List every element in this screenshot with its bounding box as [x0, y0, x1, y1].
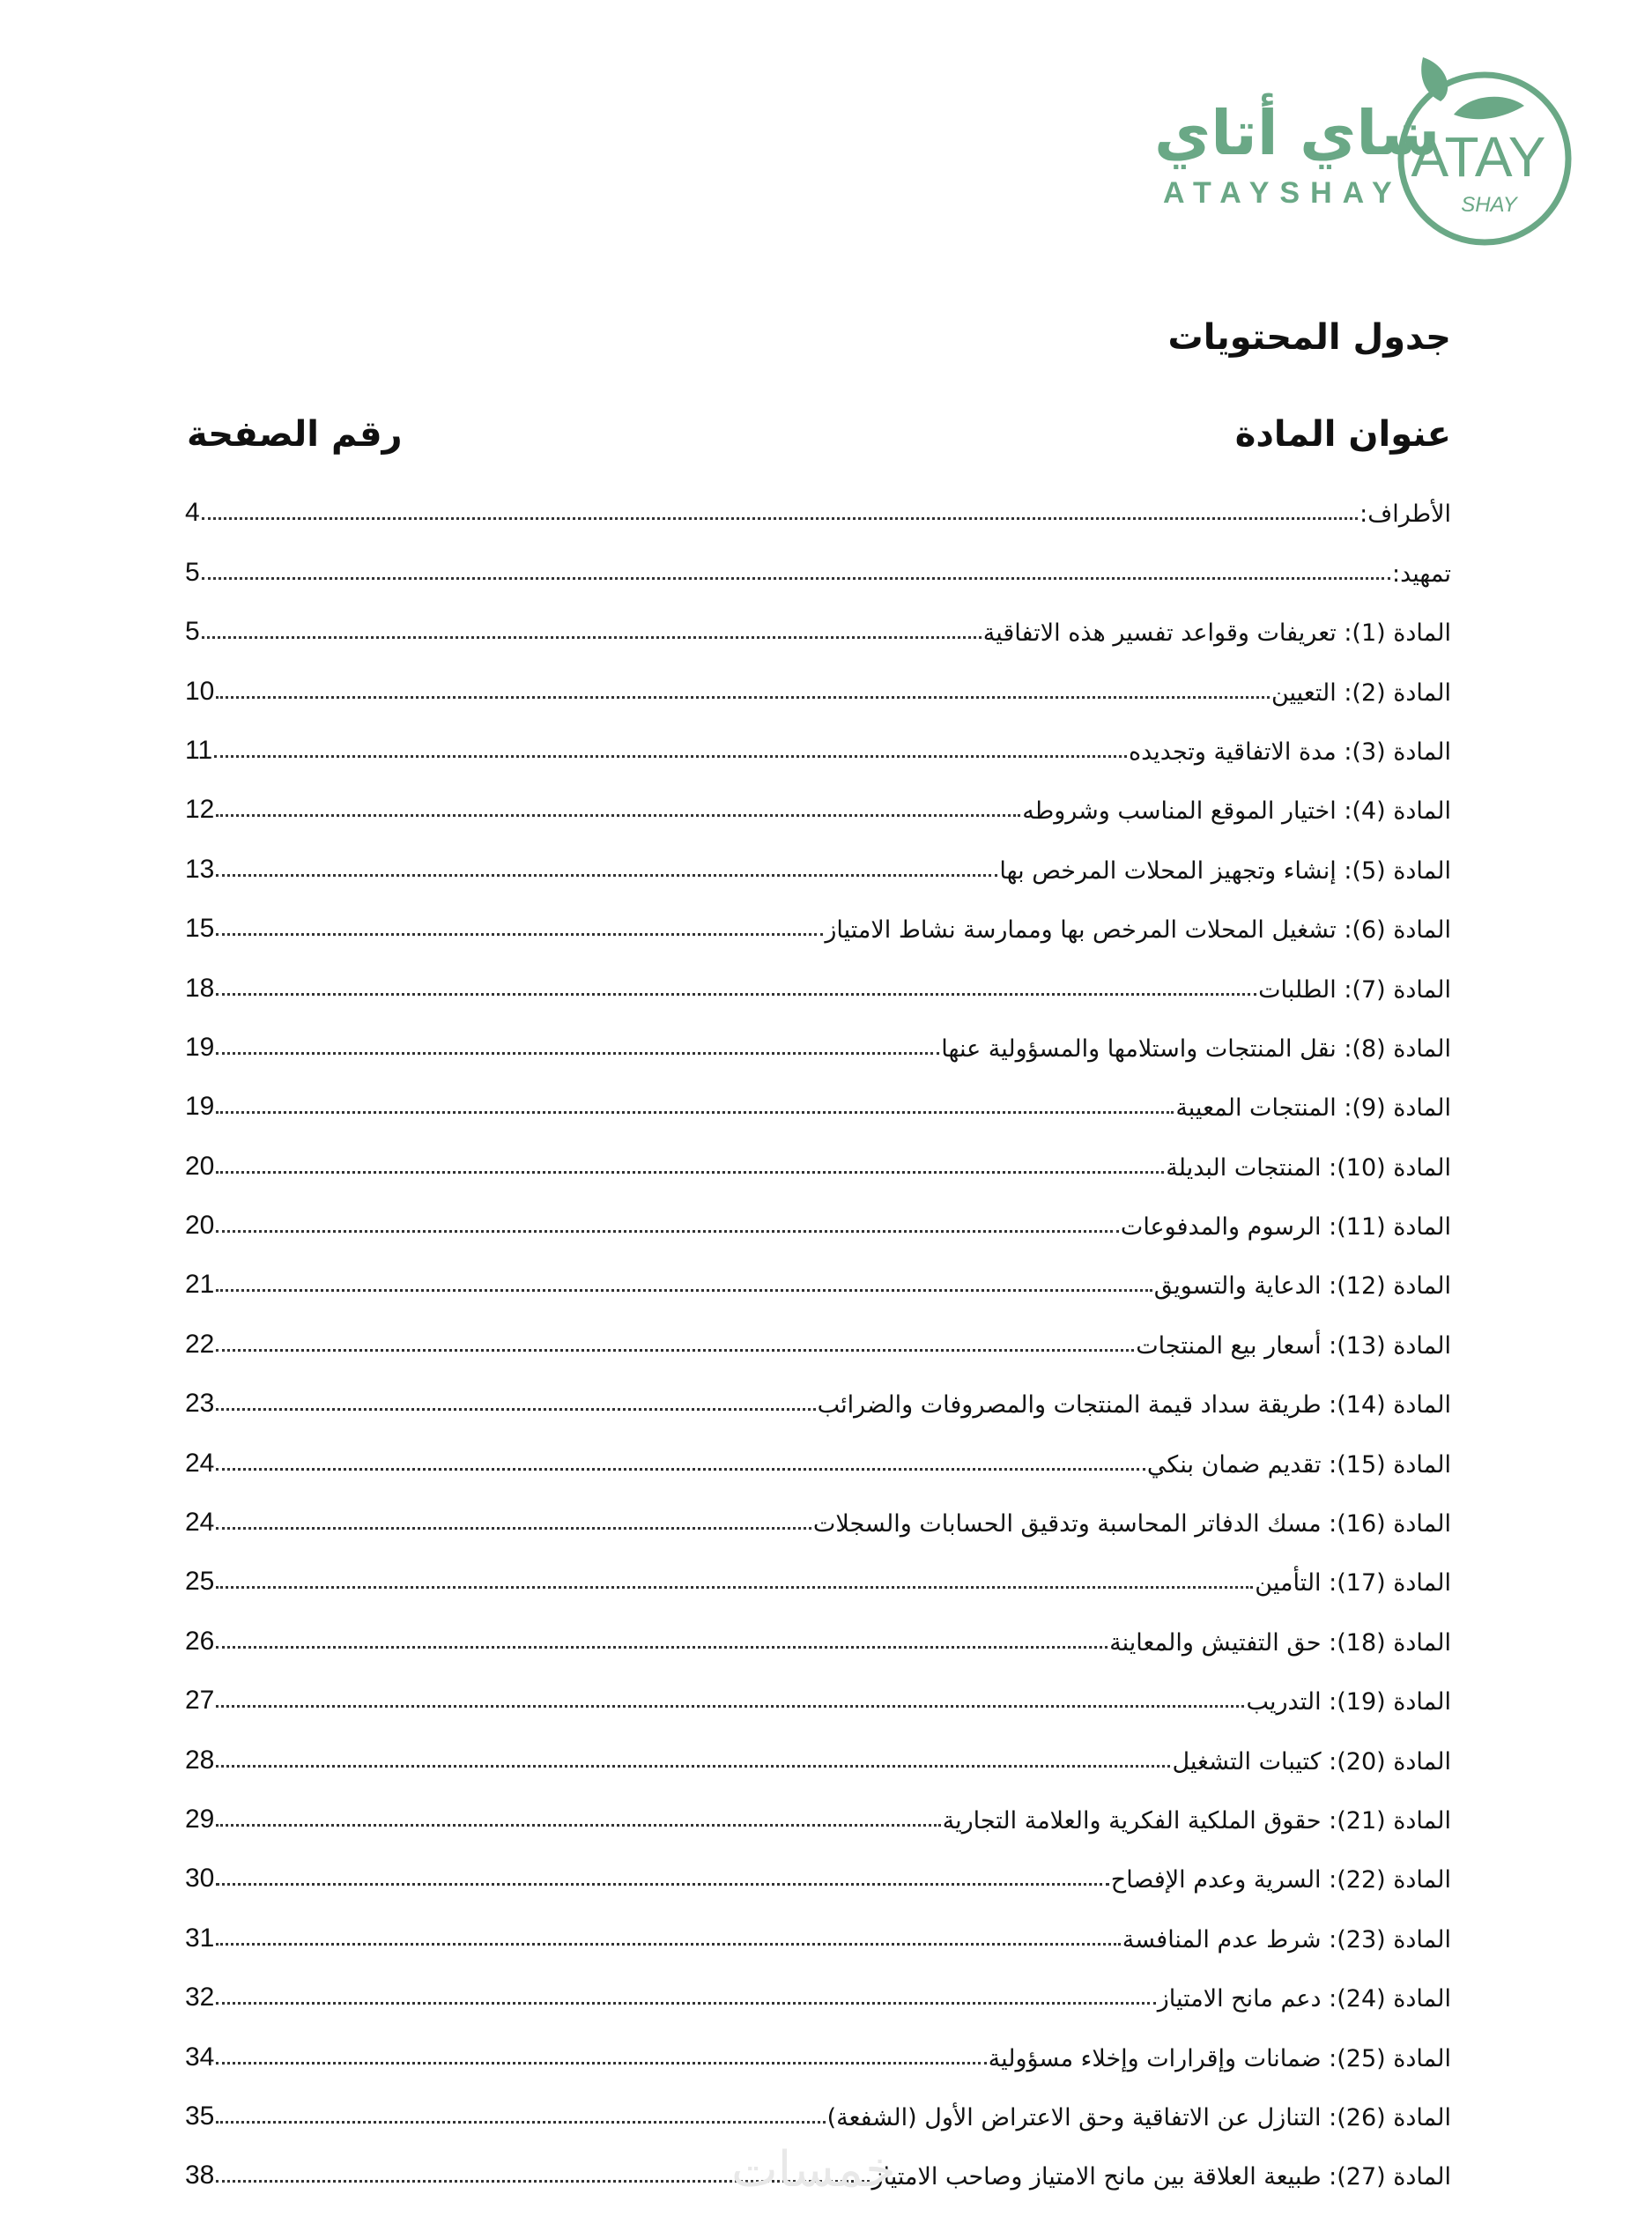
toc-entry-page: 25	[185, 1567, 215, 1597]
svg-text:SHAY: SHAY	[1461, 193, 1517, 217]
toc-entry-page: 5	[185, 617, 200, 647]
toc-entry[interactable]	[185, 1894, 1451, 1953]
toc-entry-title: المادة (2): التعيين	[1270, 678, 1451, 707]
column-header-article-title: عنوان المادة	[1234, 414, 1451, 455]
toc-entry-title: المادة (1): تعريفات وقواعد تفسير هذه الاتفاقية	[982, 619, 1451, 648]
dot-leader	[216, 1408, 815, 1411]
toc-entry-title: المادة (5): إنشاء وتجهيز المحلات المرخص بها	[999, 856, 1451, 885]
toc-entry[interactable]	[185, 1538, 1451, 1597]
toc-entry-page: 28	[185, 1745, 215, 1775]
toc-entry-page: 30	[185, 1864, 215, 1894]
toc-entry-title: المادة (9): المنتجات المعيبة	[1175, 1094, 1451, 1123]
toc-entry[interactable]	[185, 1716, 1451, 1775]
toc-entry-title: المادة (25): ضمانات وإقرارات وإخلاء مسؤولية	[988, 2044, 1451, 2072]
dot-leader	[216, 1943, 1120, 1946]
toc-entry-page: 31	[185, 1923, 215, 1953]
toc-entry-title: المادة (23): شرط عدم المنافسة	[1122, 1925, 1451, 1953]
toc-entry-title: المادة (26): التنازل عن الاتفاقية وحق الاعتراض الأول (الشفعة)	[826, 2103, 1451, 2131]
dot-leader	[216, 1230, 1119, 1233]
dot-leader	[216, 1289, 1152, 1292]
dot-leader	[216, 1111, 1174, 1114]
toc-entry[interactable]	[185, 885, 1451, 944]
dot-leader	[216, 1705, 1244, 1708]
toc-entry-page: 18	[185, 973, 215, 1003]
dot-leader	[216, 874, 997, 877]
toc-entry-title: المادة (19): التدريب	[1246, 1688, 1451, 1716]
toc-entry[interactable]	[185, 766, 1451, 825]
toc-entry-title: المادة (8): نقل المنتجات واستلامها والمسؤولية عنها	[941, 1034, 1451, 1063]
toc-entry-page: 19	[185, 1092, 215, 1122]
toc-entry-title: المادة (24): دعم مانح الامتياز	[1157, 1985, 1451, 2013]
dot-leader	[216, 993, 1256, 996]
dot-leader	[216, 1646, 1108, 1649]
toc-entry-title: المادة (13): أسعار بيع المنتجات	[1136, 1331, 1451, 1360]
toc-entry[interactable]	[185, 1479, 1451, 1538]
toc-entry[interactable]	[185, 1597, 1451, 1656]
dot-leader	[216, 1171, 1164, 1174]
toc-entry[interactable]	[185, 1063, 1451, 1122]
toc-entry-title: المادة (6): تشغيل المحلات المرخص بها وممارسة نشاط الامتياز	[825, 916, 1451, 945]
toc-entry[interactable]	[185, 528, 1451, 587]
toc-entry-page: 20	[185, 1151, 215, 1181]
toc-entry-page: 15	[185, 914, 215, 944]
toc-entry-page: 21	[185, 1270, 215, 1300]
dot-leader	[216, 1349, 1134, 1352]
toc-entry-page: 32	[185, 1983, 215, 2013]
toc-entry-title: المادة (18): حق التفتيش والمعاينة	[1109, 1628, 1451, 1657]
logo-arabic-text: شاي أتاي	[1154, 97, 1441, 169]
toc-entry-title: المادة (7): الطلبات	[1258, 975, 1451, 1004]
table-of-contents	[185, 469, 1451, 2191]
page-title: جدول المحتويات	[1167, 317, 1451, 358]
toc-entry-page: 24	[185, 1448, 215, 1478]
toc-entry-page: 22	[185, 1329, 215, 1359]
dot-leader	[216, 1052, 939, 1055]
dot-leader	[216, 1586, 1253, 1589]
toc-entry-page: 20	[185, 1211, 215, 1241]
dot-leader	[216, 2062, 986, 2065]
toc-entry[interactable]	[185, 469, 1451, 528]
toc-entry[interactable]	[185, 1122, 1451, 1181]
toc-entry-page: 23	[185, 1389, 215, 1419]
toc-entry-title: المادة (27): طبيعة العلاقة بين مانح الامتياز وصاحب الامتياز	[871, 2163, 1451, 2191]
watermark: خمسات	[731, 2141, 896, 2198]
toc-entry-page: 34	[185, 2042, 215, 2072]
toc-entry[interactable]	[185, 2013, 1451, 2072]
toc-entry-title: المادة (20): كتيبات التشغيل	[1172, 1747, 1451, 1775]
toc-entry[interactable]	[185, 1775, 1451, 1835]
toc-entry-title: المادة (17): التأمين	[1255, 1569, 1451, 1598]
toc-entry-page: 10	[185, 676, 215, 706]
dot-leader	[202, 517, 1358, 520]
toc-entry-page: 5	[185, 557, 200, 587]
dot-leader	[216, 933, 823, 936]
toc-entry[interactable]	[185, 1182, 1451, 1241]
dot-leader	[202, 636, 982, 639]
svg-text:ATAY: ATAY	[1411, 125, 1546, 189]
toc-entry[interactable]	[185, 1657, 1451, 1716]
dot-leader	[216, 1468, 1145, 1471]
dot-leader	[216, 814, 1020, 817]
toc-entry[interactable]	[185, 1419, 1451, 1478]
toc-entry[interactable]	[185, 647, 1451, 706]
toc-entry[interactable]	[185, 588, 1451, 647]
toc-entry-page: 27	[185, 1686, 215, 1716]
toc-entry-title: تمهيد:	[1392, 560, 1451, 588]
toc-entry-page: 26	[185, 1626, 215, 1656]
toc-entry[interactable]	[185, 1300, 1451, 1359]
toc-entry-title: المادة (3): مدة الاتفاقية وتجديده	[1128, 738, 1451, 766]
toc-entry-title: المادة (14): طريقة سداد قيمة المنتجات والمصروفات والضرائب	[817, 1391, 1451, 1420]
dot-leader	[202, 577, 1390, 580]
toc-entry[interactable]	[185, 1360, 1451, 1419]
toc-entry[interactable]	[185, 1835, 1451, 1894]
toc-entry-title: المادة (4): اختيار الموقع المناسب وشروطه	[1022, 797, 1451, 826]
toc-entry-title: الأطراف:	[1359, 500, 1451, 529]
logo-emblem-icon	[1374, 44, 1586, 256]
toc-entry-page: 19	[185, 1032, 215, 1062]
toc-entry[interactable]	[185, 1241, 1451, 1300]
toc-entry-title: المادة (16): مسك الدفاتر المحاسبة وتدقيق الحسابات والسجلات	[812, 1510, 1451, 1538]
column-header-page-number: رقم الصفحة	[187, 414, 403, 455]
toc-entry-page: 24	[185, 1508, 215, 1538]
toc-entry-title: المادة (10): المنتجات البديلة	[1166, 1153, 1451, 1182]
toc-entry-page: 38	[185, 2161, 215, 2191]
toc-entry-title: المادة (15): تقديم ضمان بنكي	[1146, 1450, 1451, 1479]
toc-entry-page: 29	[185, 1804, 215, 1834]
toc-entry-page: 4	[185, 498, 200, 528]
dot-leader	[216, 1527, 811, 1530]
company-logo	[1137, 44, 1586, 256]
toc-entry-title: المادة (11): الرسوم والمدفوعات	[1120, 1213, 1451, 1242]
toc-entry[interactable]	[185, 944, 1451, 1003]
toc-entry[interactable]	[185, 707, 1451, 766]
dot-leader	[216, 2121, 825, 2124]
dot-leader	[216, 1824, 940, 1827]
toc-entry-page: 12	[185, 795, 215, 825]
logo-latin-text: ATAYSHAY	[1163, 176, 1403, 210]
toc-entry-title: المادة (12): الدعاية والتسويق	[1153, 1272, 1451, 1301]
toc-entry[interactable]	[185, 1953, 1451, 2013]
toc-entry[interactable]	[185, 2072, 1451, 2131]
toc-entry-page: 11	[185, 735, 213, 765]
toc-entry-title: المادة (22): السرية وعدم الإفصاح	[1110, 1866, 1451, 1894]
dot-leader	[216, 1765, 1170, 1768]
toc-entry-title: المادة (21): حقوق الملكية الفكرية والعلامة التجارية	[942, 1806, 1451, 1835]
dot-leader	[214, 755, 1127, 758]
toc-entry[interactable]	[185, 1004, 1451, 1063]
dot-leader	[216, 1883, 1108, 1886]
dot-leader	[216, 696, 1270, 699]
toc-entry-page: 13	[185, 854, 215, 884]
toc-entry-page: 35	[185, 2101, 215, 2131]
toc-entry[interactable]	[185, 825, 1451, 884]
dot-leader	[216, 2002, 1155, 2005]
